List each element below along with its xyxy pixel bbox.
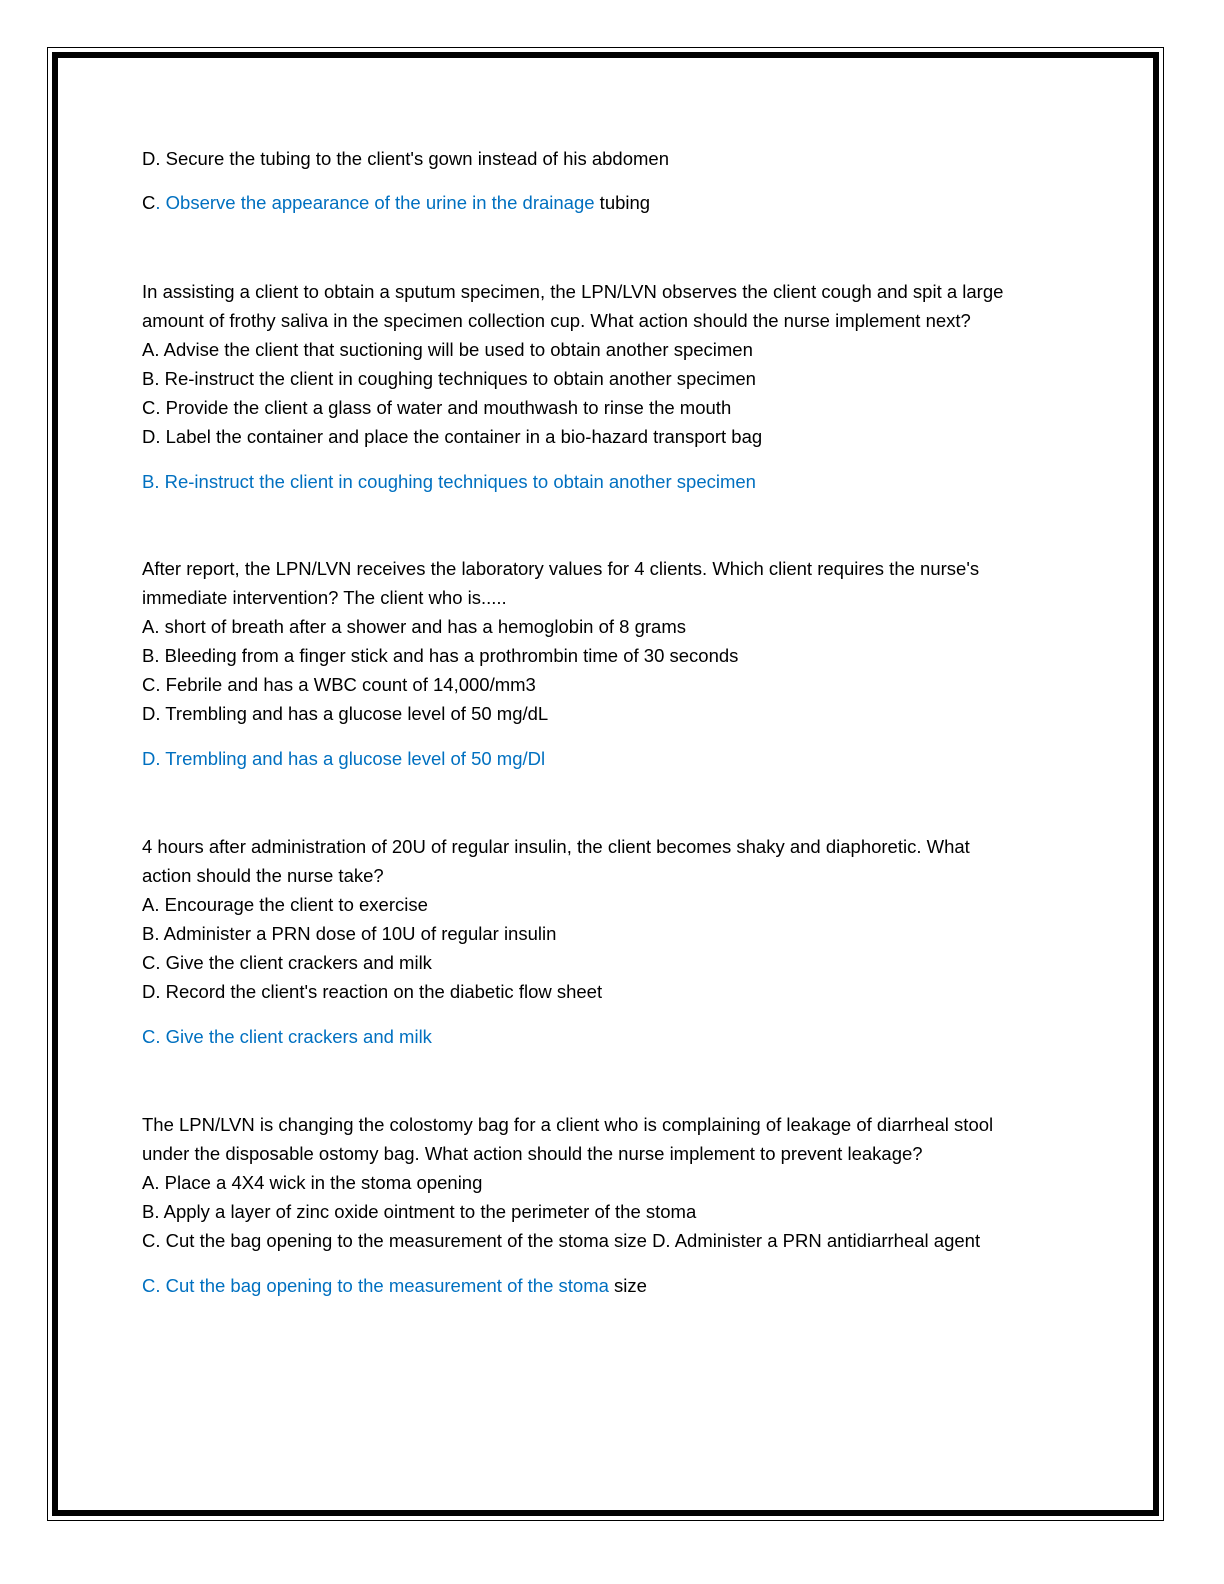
answer-option: A. Advise the client that suctioning will be used to obtain another specimen [142, 339, 753, 360]
answer-option: D. Secure the tubing to the client's gown instead of his abdomen [142, 148, 669, 169]
answer-option: D. Record the client's reaction on the diabetic flow sheet [142, 981, 603, 1002]
answer-option: A. Place a 4X4 wick in the stoma opening [142, 1172, 483, 1193]
question-stem: 4 hours after administration of 20U of regular insulin, the client becomes shaky and diaphoretic. What [142, 836, 970, 857]
answer-suffix: size [608, 1275, 647, 1296]
correct-answer [142, 467, 1082, 496]
question-stem: under the disposable ostomy bag. What action should the nurse implement to prevent leakage? [142, 1143, 923, 1164]
answer-option: D. Trembling and has a glucose level of 50 mg/dL [142, 703, 549, 724]
answer-option: C. Provide the client a glass of water and mouthwash to rinse the mouth [142, 397, 732, 418]
question-block [142, 1110, 1082, 1300]
correct-answer [142, 1022, 1082, 1051]
answer-highlighted-text: C. Cut the bag opening to the measurement of the stoma [142, 1275, 609, 1296]
question-stem: immediate intervention? The client who is..... [142, 587, 507, 608]
answer-option: C. Cut the bag opening to the measurement of the stoma size D. Administer a PRN antidiarrheal agent [142, 1230, 981, 1251]
answer-option: D. Label the container and place the container in a bio-hazard transport bag [142, 426, 763, 447]
answer-suffix: tubing [594, 192, 651, 213]
answer-highlighted-text: D. Trembling and has a glucose level of 50 mg/Dl [142, 748, 546, 769]
answer-option: B. Apply a layer of zinc oxide ointment to the perimeter of the stoma [142, 1201, 697, 1222]
answer-option: B. Administer a PRN dose of 10U of regular insulin [142, 923, 557, 944]
answer-highlighted-text: C. Give the client crackers and milk [142, 1026, 432, 1047]
top-answer [142, 188, 1082, 217]
answer-highlighted-text: . Observe the appearance of the urine in the drainage [155, 192, 595, 213]
question-stem: In assisting a client to obtain a sputum specimen, the LPN/LVN observes the client cough and spit a large [142, 281, 1004, 302]
question-stem: After report, the LPN/LVN receives the laboratory values for 4 clients. Which client requires the nurse's [142, 558, 980, 579]
question-block [142, 554, 1082, 773]
answer-option: A. short of breath after a shower and has a hemoglobin of 8 grams [142, 616, 687, 637]
top-option [142, 144, 1082, 173]
answer-option: B. Bleeding from a finger stick and has a prothrombin time of 30 seconds [142, 645, 739, 666]
correct-answer [142, 188, 1082, 217]
question-stem: action should the nurse take? [142, 865, 384, 886]
correct-answer [142, 1271, 1082, 1300]
correct-answer [142, 744, 1082, 773]
answer-highlighted-text: B. Re-instruct the client in coughing techniques to obtain another specimen [142, 471, 756, 492]
question-block [142, 277, 1082, 496]
answer-prefix: C [142, 192, 156, 213]
question-stem: amount of frothy saliva in the specimen collection cup. What action should the nurse implement next? [142, 310, 971, 331]
answer-option: C. Febrile and has a WBC count of 14,000/mm3 [142, 674, 536, 695]
question-stem: The LPN/LVN is changing the colostomy bag for a client who is complaining of leakage of diarrheal stool [142, 1114, 994, 1135]
answer-option: A. Encourage the client to exercise [142, 894, 428, 915]
question-block [142, 832, 1082, 1051]
answer-option: C. Give the client crackers and milk [142, 952, 432, 973]
answer-option: B. Re-instruct the client in coughing techniques to obtain another specimen [142, 368, 756, 389]
